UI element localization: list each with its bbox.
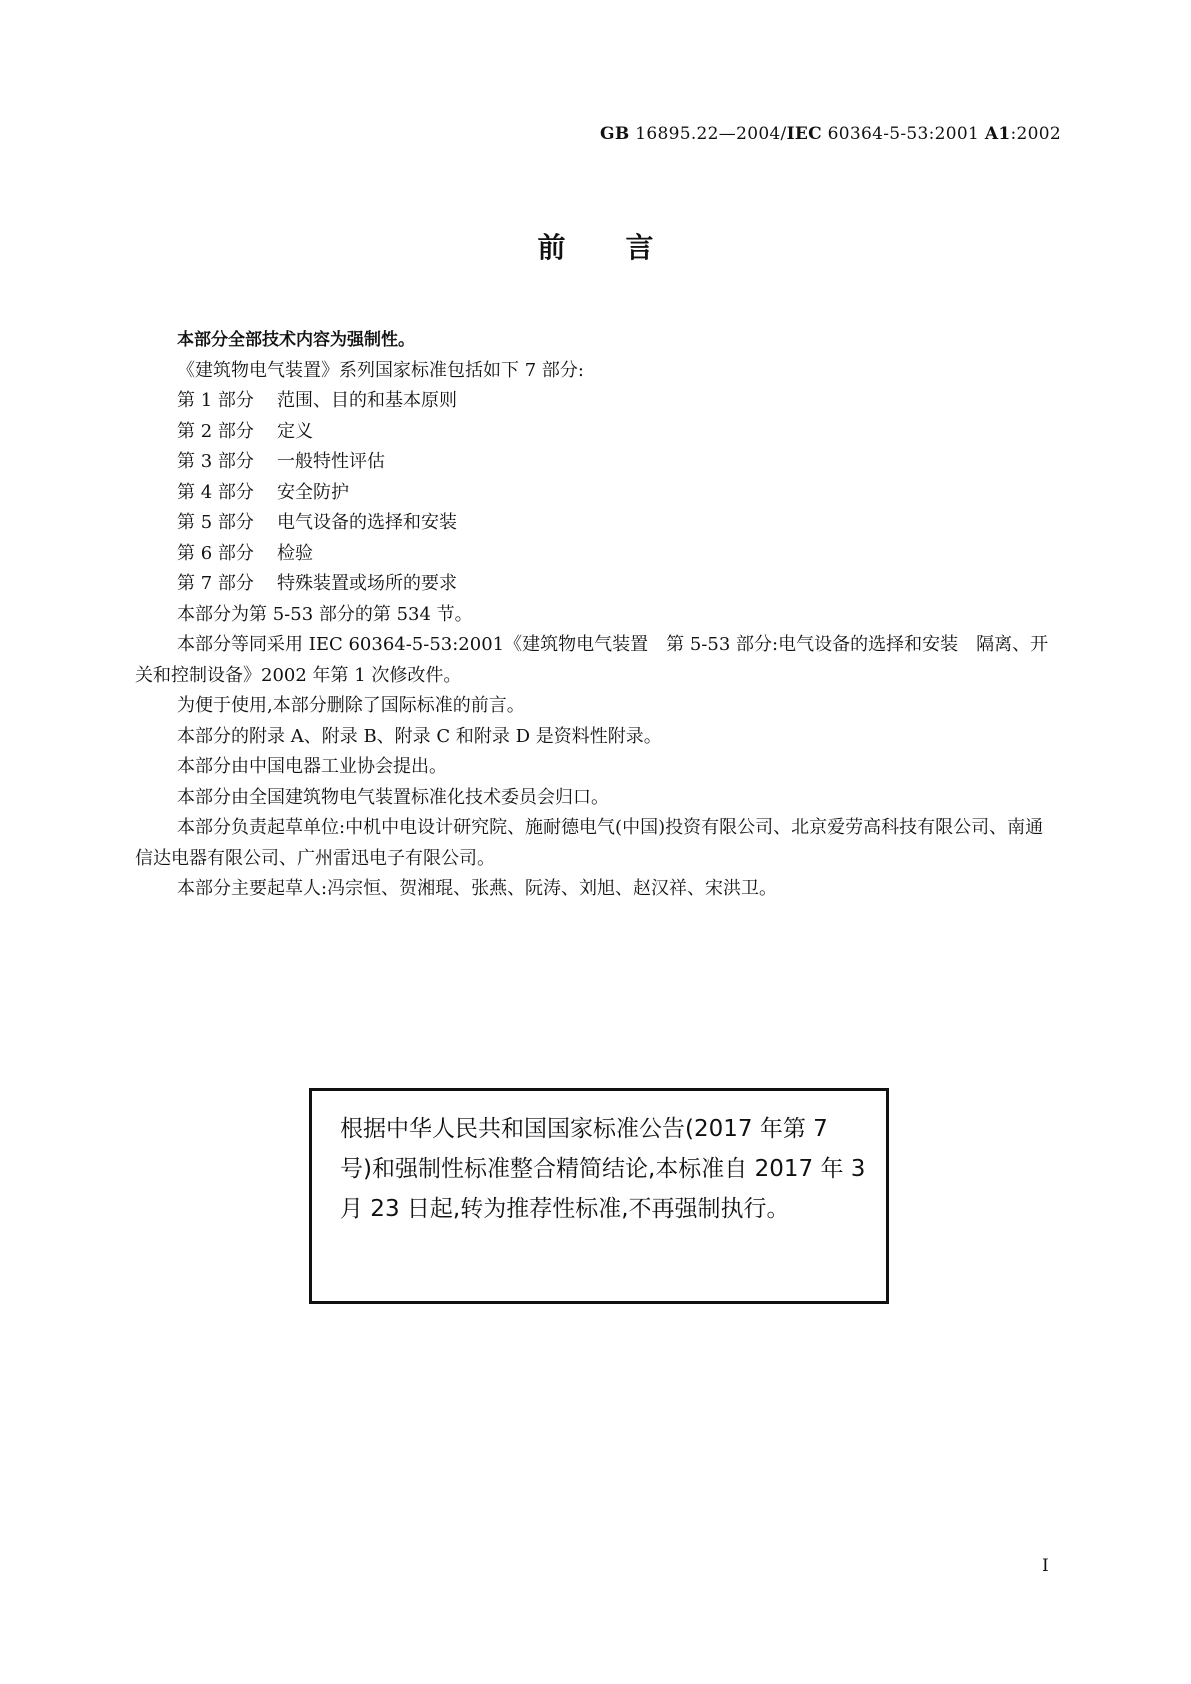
part-item — [135, 417, 1055, 448]
deletion-statement: 为便于使用,本部分删除了国际标准的前言。 — [177, 695, 525, 716]
notice-stamp — [309, 1088, 889, 1304]
drafters: 本部分主要起草人:冯宗恒、贺湘琨、张燕、阮涛、刘旭、赵汉祥、宋洪卫。 — [177, 878, 778, 899]
part-number: 第 3 部分 — [177, 451, 254, 472]
code-iec-num: 60364-5-53:2001 — [827, 124, 980, 144]
part-number: 第 4 部分 — [177, 481, 254, 503]
part-item — [135, 478, 1055, 509]
part-name: 特殊装置或场所的要求 — [277, 573, 457, 594]
part-item — [135, 569, 1055, 600]
title-char-1: 前 — [537, 231, 566, 264]
part-number: 第 7 部分 — [177, 573, 254, 594]
code-gb: GB — [600, 124, 630, 144]
part-name: 安全防护 — [277, 481, 349, 503]
proposer-statement: 本部分由中国电器工业协会提出。 — [177, 756, 447, 777]
part-name: 电气设备的选择和安装 — [277, 512, 457, 533]
section-statement: 本部分为第 5-53 部分的第 534 节。 — [177, 603, 473, 625]
drafting-units: 本部分负责起草单位:中机中电设计研究院、施耐德电气(中国)投资有限公司、北京爱劳高科技有限公司、南通信达电器有限公司、广州雷迅电子有限公司。 — [135, 817, 1044, 869]
code-amend: A1 — [984, 124, 1011, 144]
code-amend-num: :2002 — [1010, 124, 1061, 144]
notice-text: 根据中华人民共和国国家标准公告(2017 年第 7 号)和强制性标准整合精简结论,本标准自 2017 年 3 月 23 日起,转为推荐性标准,不再强制执行。 — [340, 1116, 866, 1222]
part-number: 第 2 部分 — [177, 420, 254, 442]
part-item — [135, 386, 1055, 417]
code-iec: IEC — [786, 124, 822, 144]
part-name: 范围、目的和基本原则 — [277, 390, 457, 411]
part-number: 第 5 部分 — [177, 512, 254, 533]
page-title — [0, 226, 1191, 266]
part-name: 一般特性评估 — [277, 451, 385, 472]
standard-code — [600, 124, 1061, 144]
foreword-body — [135, 325, 1055, 905]
part-number: 第 6 部分 — [177, 542, 254, 564]
committee-statement: 本部分由全国建筑物电气装置标准化技术委员会归口。 — [177, 786, 609, 808]
part-name: 检验 — [277, 542, 313, 564]
annex-statement: 本部分的附录 A、附录 B、附录 C 和附录 D 是资料性附录。 — [177, 725, 662, 747]
series-statement: 《建筑物电气装置》系列国家标准包括如下 7 部分: — [177, 359, 584, 381]
part-item — [135, 447, 1055, 478]
title-char-2: 言 — [625, 231, 654, 264]
adoption-statement: 本部分等同采用 IEC 60364-5-53:2001《建筑物电气装置 第 5-53 部分:电气设备的选择和安装 隔离、开关和控制设备》2002 年第 1 次修改件。 — [135, 634, 1049, 686]
part-item — [135, 508, 1055, 539]
code-gb-num: 16895.22—2004/ — [635, 124, 787, 144]
mandatory-statement: 本部分全部技术内容为强制性。 — [177, 330, 415, 350]
part-item — [135, 539, 1055, 570]
part-name: 定义 — [277, 420, 313, 442]
page-number: I — [1042, 1556, 1049, 1576]
part-number: 第 1 部分 — [177, 390, 254, 411]
